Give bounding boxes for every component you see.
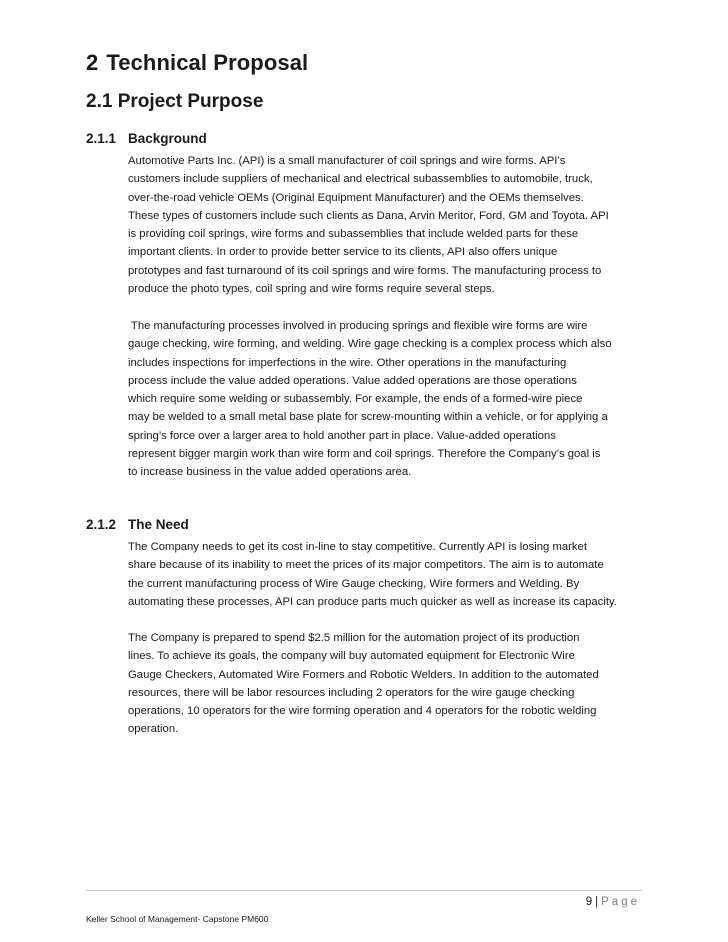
text-line: important clients. In order to provide better service to its clients, API also offers unique bbox=[128, 246, 558, 259]
subsection-title: The Need bbox=[128, 517, 189, 532]
text-line: the current manufacturing process of Wire Gauge checking, Wire formers and Welding. By bbox=[128, 577, 580, 590]
page-label: Page bbox=[601, 896, 640, 908]
text-line: The Company needs to get its cost in-line to stay competitive. Currently API is losing market bbox=[128, 541, 587, 553]
subsection-heading-the-need bbox=[86, 517, 189, 532]
background-paragraph-2 bbox=[128, 317, 648, 482]
text-line: includes inspections for imperfections in the wire. Other operations in the manufacturing bbox=[128, 356, 567, 369]
text-line: process include the value added operations. Value added operations are those operations bbox=[128, 374, 577, 387]
text-line: may be welded to a small metal base plate for screw-mounting within a vehicle, or for applying a bbox=[128, 411, 608, 424]
subsection-number: 2.1.2 bbox=[86, 517, 117, 532]
section-heading-technical-proposal bbox=[86, 50, 308, 76]
heading-number: 2 bbox=[86, 50, 99, 75]
text-line: gauge checking, wire forming, and welding. Wire gage checking is a complex process which also bbox=[128, 338, 612, 351]
text-line: These types of customers include such clients as Dana, Arvin Meritor, Ford, GM and Toyota. API bbox=[128, 209, 609, 222]
text-line: prototypes and fast turnaround of its coil springs and wire forms. The manufacturing process to bbox=[128, 264, 602, 277]
subsection-number: 2.1.1 bbox=[86, 131, 117, 146]
text-line: operations, 10 operators for the wire forming operation and 4 operators for the robotic welding bbox=[128, 705, 597, 718]
need-paragraph-2 bbox=[128, 629, 648, 739]
text-line: operation. bbox=[128, 723, 179, 736]
subsection-title: Background bbox=[128, 131, 207, 146]
page-number-value: 9 bbox=[585, 896, 593, 908]
text-line: represent bigger margin work than wire form and coil springs. Therefore the Company’s goal is bbox=[128, 448, 601, 461]
text-line: Automotive Parts Inc. (API) is a small manufacturer of coil springs and wire forms. API’s bbox=[128, 155, 566, 167]
text-line: Gauge Checkers, Automated Wire Formers and Robotic Welders. In addition to the automated bbox=[128, 668, 599, 681]
subsection-heading-background bbox=[86, 131, 207, 146]
text-line: The Company is prepared to spend $2.5 million for the automation project of its production bbox=[128, 632, 580, 644]
background-paragraph-1 bbox=[128, 152, 648, 298]
text-line: spring’s force over a larger area to hold another part in place. Value-added operations bbox=[128, 429, 556, 442]
text-line: automating these processes, API can produce parts much quicker as well as increase its capacity. bbox=[128, 595, 617, 608]
subsection-heading-project-purpose: 2.1 Project Purpose bbox=[86, 91, 264, 112]
page-number-separator: | bbox=[595, 896, 599, 908]
need-paragraph-1 bbox=[128, 538, 648, 611]
text-line: The manufacturing processes involved in producing springs and flexible wire forms are wire bbox=[128, 320, 588, 332]
text-line: lines. To achieve its goals, the company will buy automated equipment for Electronic Wire bbox=[128, 650, 575, 663]
text-line: to increase business in the value added operations area. bbox=[128, 466, 412, 479]
text-line: share because of its inability to meet the prices of its major competitors. The aim is to automate bbox=[128, 559, 604, 572]
text-line: over-the-road vehicle OEMs (Original Equipment Manufacturer) and the OEMs themselves. bbox=[128, 191, 584, 204]
text-line: customers include suppliers of mechanical and electrical subassemblies to automobile, truck, bbox=[128, 173, 593, 186]
heading-title: Technical Proposal bbox=[106, 50, 309, 75]
text-line: resources, there will be labor resources including 2 operators for the wire gauge checking bbox=[128, 686, 575, 699]
footer-text: Keller School of Management- Capstone PM600 bbox=[86, 914, 269, 924]
page-number bbox=[586, 896, 640, 908]
text-line: which require some welding or subassembly. For example, the ends of a formed-wire piece bbox=[128, 393, 583, 406]
text-line: produce the photo types, coil spring and wire forms require several steps. bbox=[128, 283, 495, 296]
text-line: is providing coil springs, wire forms and subassemblies that include welded parts for these bbox=[128, 228, 579, 241]
footer-divider bbox=[86, 890, 642, 891]
